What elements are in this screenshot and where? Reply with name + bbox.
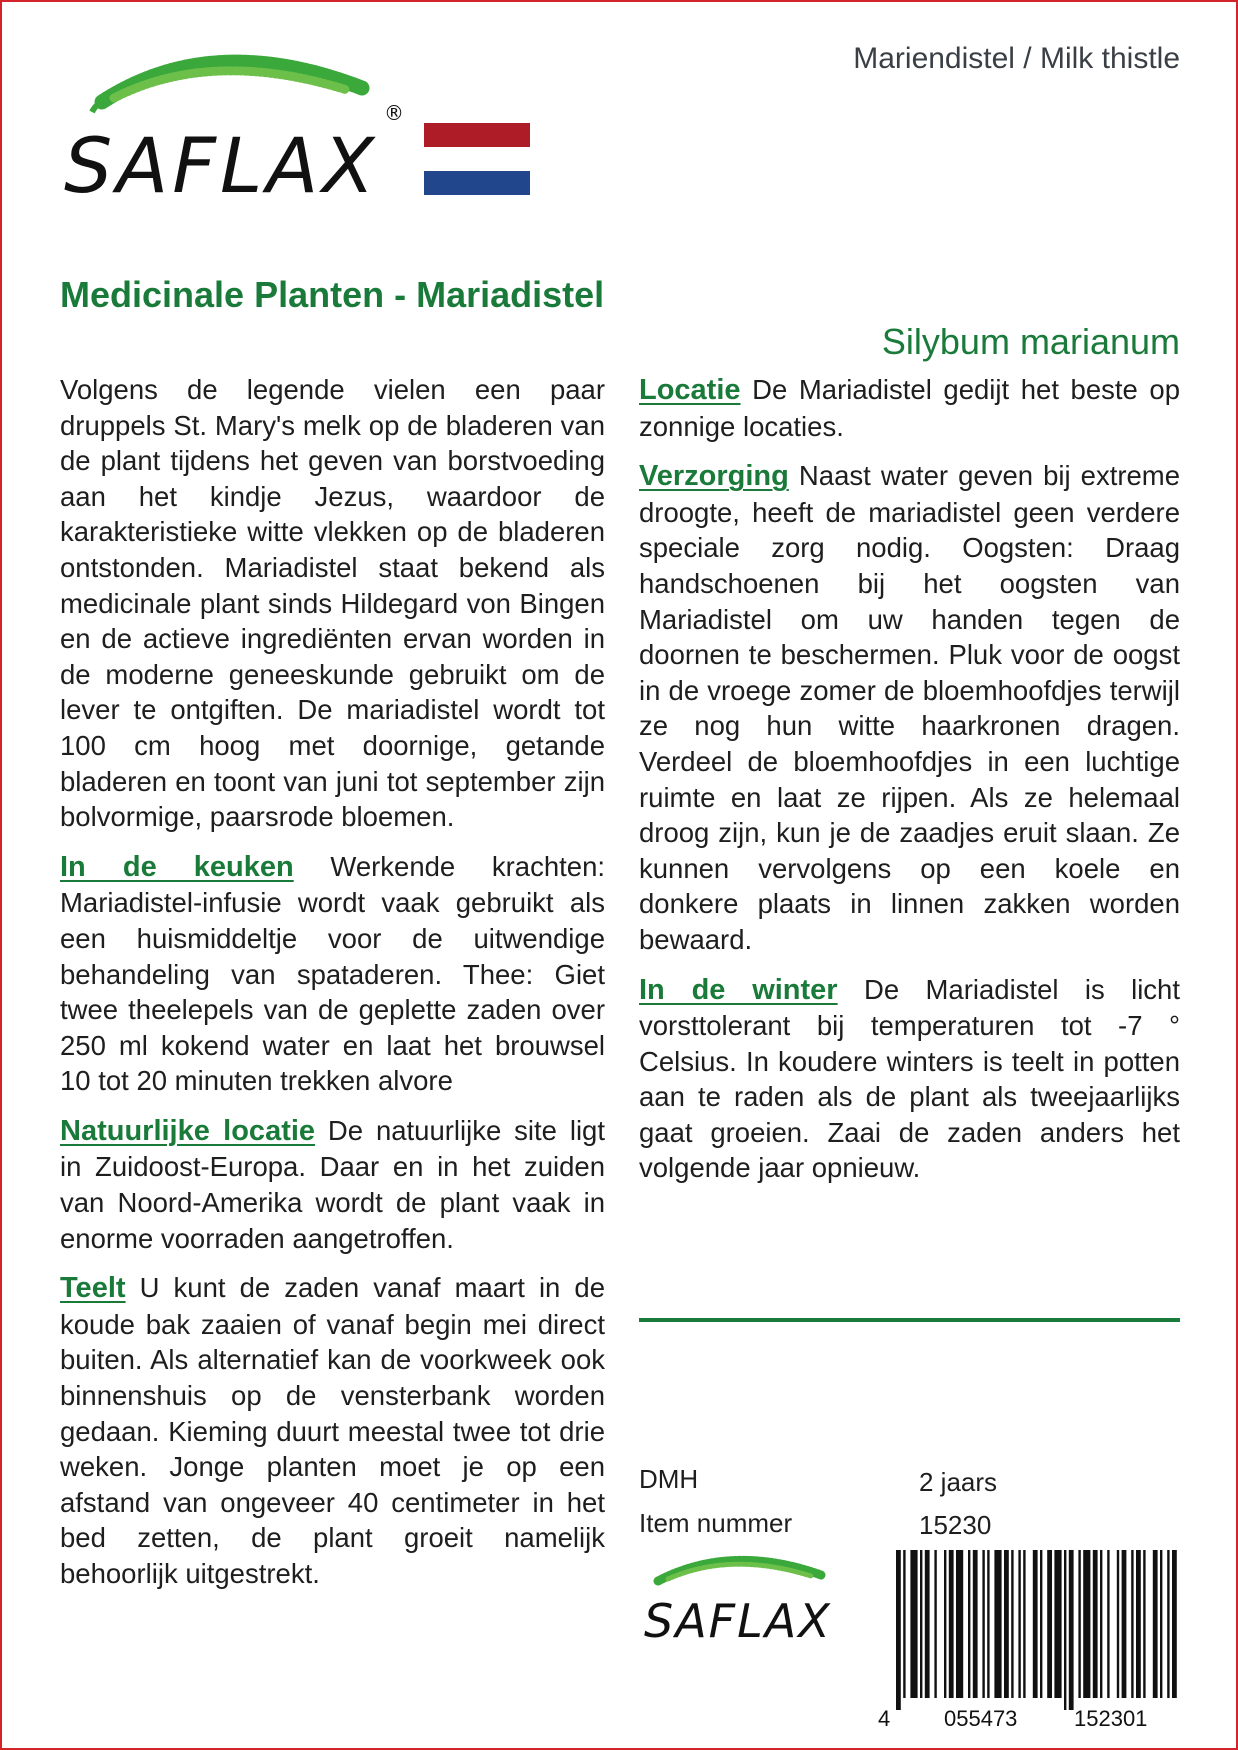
product-name-header: Mariendistel / Milk thistle [853,42,1180,75]
page-title: Medicinale Planten - Mariadistel [60,274,605,315]
section-text: U kunt de zaden vanaf maart in de koude bak zaaien of vanaf begin mei direct buiten. Als alternatief kan de voorkweek ook binnenshuis op de vensterbank worden gedaan. Kieming duurt meestal twee tot drie weken. Jonge planten moet je op een afstand van ongeveer 40 centimeter in het bed zetten, de plant groeit namelijk behoorlijk uitgestrekt. [60,1272,606,1589]
right-column [639,372,1180,1200]
netherlands-flag-icon [424,123,530,195]
barcode-bar [1069,1550,1074,1710]
section-text: De Mariadistel gedijt het beste op zonnige locaties. [639,374,1181,442]
barcode-bar [903,1550,905,1698]
barcode-bar [1131,1550,1133,1698]
barcode-bar [1033,1550,1038,1698]
saflax-logo-small [636,1545,856,1655]
barcode-bar [1136,1550,1141,1698]
barcode-bar [1100,1550,1102,1698]
barcode-bar [1117,1550,1119,1698]
intro-paragraph: Volgens de legende vielen een paar druppels St. Mary's melk op de bladeren van de plant tijdens het geven van borstvoeding aan het kindje Jezus, waardoor de karakteristieke witte vlekken op de bladeren ontstonden. Mariadistel staat bekend als medicinale plant sinds Hildegard von Bingen en de actieve ingrediënten ervan worden in de moderne geneeskunde gebruikt om de lever te ontgiften. De mariadistel wordt tot 100 cm hoog met doornige, getande bladeren en toont van juni tot september zijn bolvormige, paarsrode bloemen. [60,374,605,833]
section-natuurlijke-locatie [60,1113,605,1256]
barcode-group-right: 152301 [1074,1706,1148,1730]
barcode-bar [1023,1550,1025,1698]
barcode-bar [1093,1550,1098,1698]
barcode-bar [1122,1550,1127,1698]
barcode-bar [1153,1550,1158,1698]
barcode-bar [1172,1550,1177,1698]
barcode-bar [1078,1550,1080,1698]
barcode-bar [1107,1550,1109,1698]
section-heading: In de keuken [60,850,294,883]
barcode-bars [896,1550,1177,1710]
logo-text: SAFLAX [64,121,379,210]
barcode-bar [987,1550,989,1698]
section-locatie [639,372,1180,444]
latin-name: Silybum marianum [881,321,1180,362]
barcode-bar [973,1550,978,1698]
barcode-bar [925,1550,930,1698]
barcode-bar [944,1550,946,1698]
section-text: Naast water geven bij extreme droogte, heeft de mariadistel geen verdere speciale zorg nodig. Oogsten: Draag handschoenen bij het oogsten van Mariadistel om uw handen tegen de doornen te beschermen. Pluk voor de oogst in de vroege zomer de bloemhoofdjes terwijl ze nog hun witte haarkronen dragen. Verdeel de bloemhoofdjes in een luchtige ruimte en laat ze rijpen. Als ze helemaal droog zijn, kun je de zaadjes eruit slaan. Ze kunnen vervolgens op een koele en donkere plaats in linnen zakken worden bewaard. [639,460,1180,955]
barcode-bar [1064,1550,1066,1710]
barcode-bar [1011,1550,1013,1698]
section-heading: Verzorging [639,460,789,493]
section-text: De natuurlijke site ligt in Zuidoost-Europa. Daar en in het zuiden van Noord-Amerika wordt de plant vaak in enorme voorraden aangetroffen. [60,1114,605,1254]
barcode-bar [956,1550,963,1698]
barcode-bar [1083,1550,1090,1698]
barcode-bar [1143,1550,1145,1698]
barcode-bar [1047,1550,1052,1698]
barcode-bar [1160,1550,1162,1698]
item-number-label: Item nummer [639,1508,793,1538]
barcode-bar [1054,1550,1061,1698]
section-heading: Teelt [60,1272,126,1305]
section-heading: In de winter [639,973,838,1006]
barcode-bar [920,1550,922,1698]
dmh-label: DMH [639,1464,699,1494]
registered-mark: ® [384,101,404,125]
logo-text: SAFLAX [644,1594,832,1648]
barcode-bar [968,1550,970,1698]
barcode-bar [910,1550,917,1698]
grass-arc-icon [92,62,362,112]
barcode-bar [994,1550,1001,1698]
barcode-bar [949,1550,954,1698]
section-verzorging [639,458,1180,957]
section-winter [639,972,1180,1187]
barcode-bar [1167,1550,1169,1698]
section-heading: Natuurlijke locatie [60,1114,316,1147]
barcode-bar [982,1550,984,1698]
barcode-group-left: 055473 [944,1706,1018,1730]
left-column [60,372,605,1606]
section-text: Werkende krachten: Mariadistel-infusie wordt vaak gebruikt als een huismiddeltje voor de uitwendige behandeling van spataderen. Thee: Giet twee theelepels van de geplette zaden over 250 ml kokend water en laat het brouwsel 10 tot 20 minuten trekken alvore [60,850,606,1097]
barcode-bar [934,1550,936,1698]
barcode-bar [1040,1550,1042,1698]
barcode-bar [1018,1550,1020,1698]
section-keuken [60,849,605,1099]
saflax-logo [62,40,422,210]
grass-arc-icon [658,1560,821,1581]
section-teelt [60,1270,605,1591]
barcode [878,1550,1180,1730]
section-text: De Mariadistel is licht vorsttolerant bij temperaturen tot -7 ° Celsius. In koudere winters is teelt in potten aan te raden als de plant als tweejaarlijks gaat groeien. Zaai de zaden anders het volgende jaar opnieuw. [639,973,1180,1184]
section-divider [639,1318,1180,1322]
section-heading: Locatie [639,374,741,406]
barcode-first-digit: 4 [878,1706,891,1730]
item-number-value: 15230 [919,1510,992,1540]
dmh-value: 2 jaars [919,1467,998,1497]
barcode-bar [1004,1550,1009,1698]
barcode-bar [896,1550,901,1710]
